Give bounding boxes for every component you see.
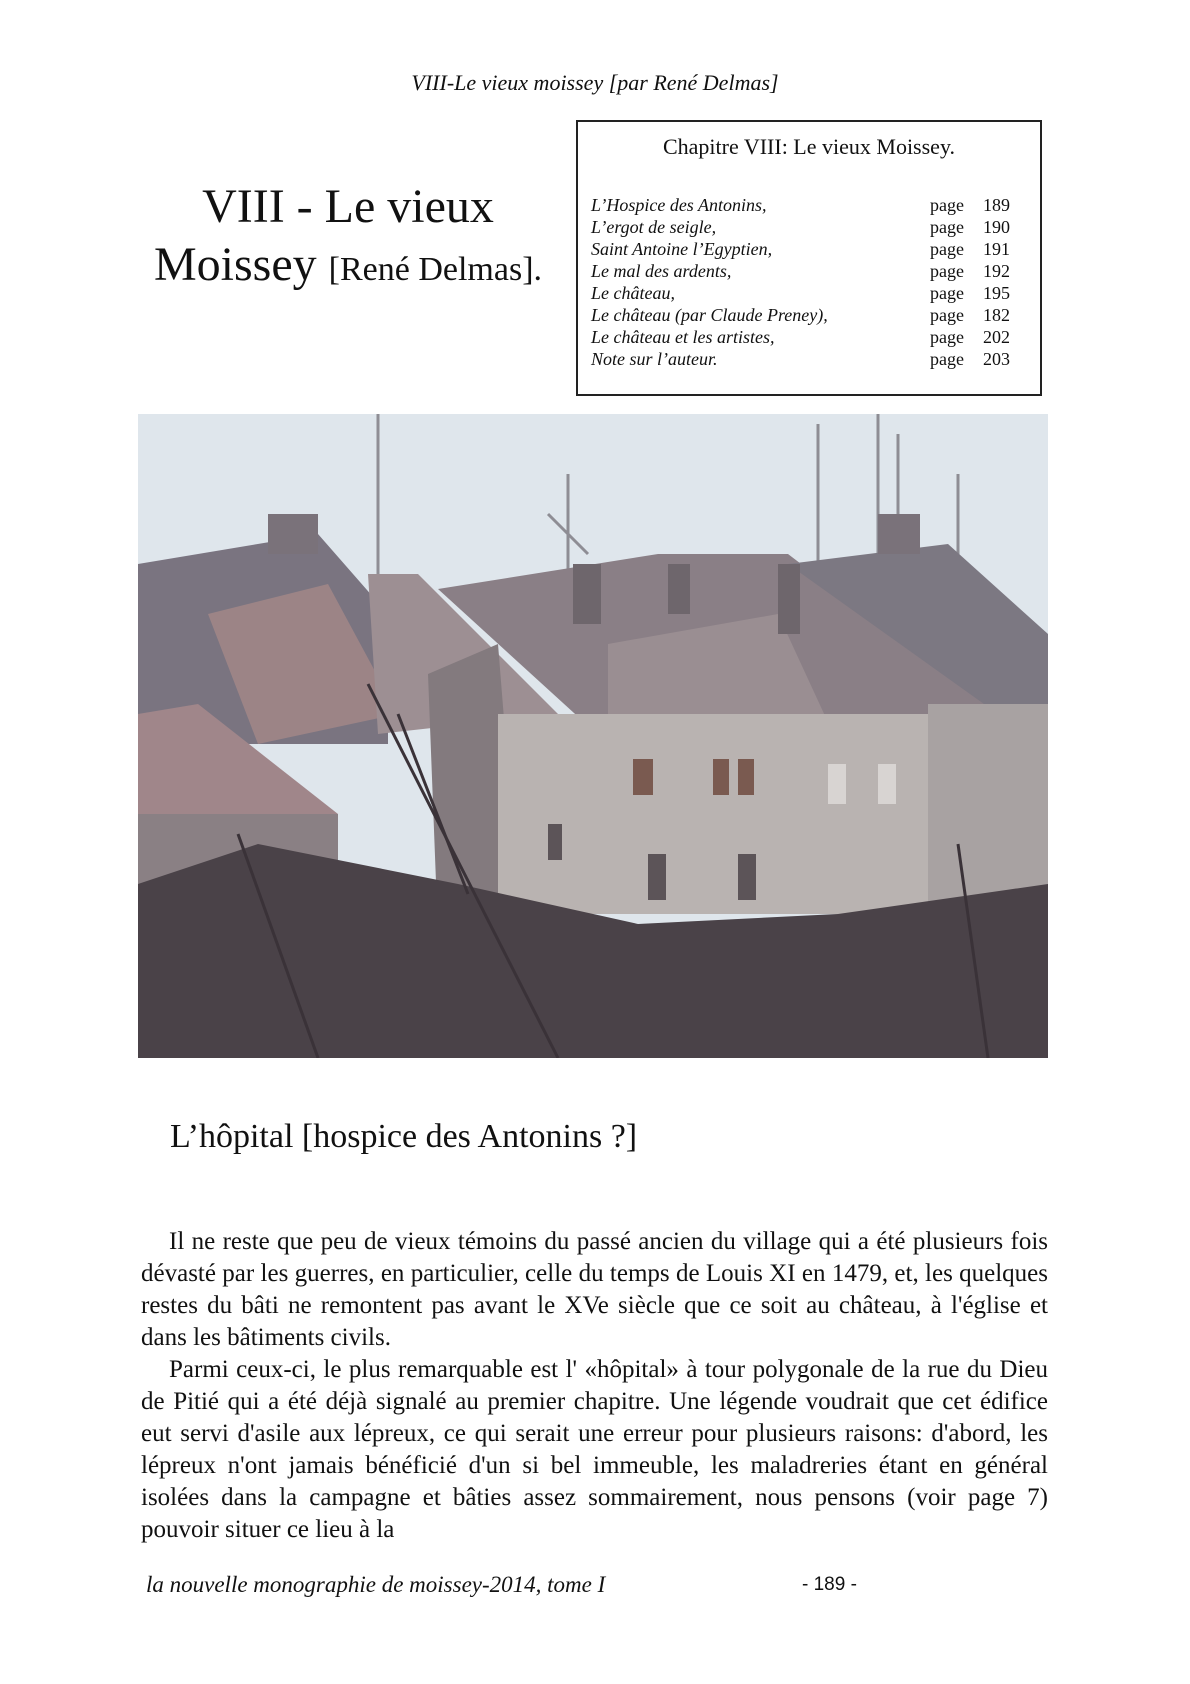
toc-page-word: page: [930, 217, 964, 237]
paragraph: Parmi ceux-ci, le plus remarquable est l' «hôpital» à tour polygonale de la rue du Dieu de Pitié qui a été déjà signalé au premier chapitre. Une légende voudrait que cet édifice eut servi d'asile aux lépreux, ce qui serait une erreur pour plusieurs raisons: d'abord, les lépreux n'ont jamais bénéficié d'un si bel immeuble, les maladreries étant en général isolées dans la campagne et bâties assez sommairement, nous pensons (voir page 7) pouvoir situer ce lieu à la: [141, 1356, 1048, 1543]
village-photo-drawing: [138, 414, 1048, 1058]
toc-page-word: page: [930, 305, 964, 325]
toc-page-number: 195: [983, 283, 1010, 303]
toc-item-label: L’ergot de seigle,: [591, 217, 717, 237]
toc-page-word: page: [930, 195, 964, 215]
toc-item-label: Saint Antoine l’Egyptien,: [591, 239, 773, 259]
toc-item-label: Le château et les artistes,: [591, 327, 775, 347]
toc-page-number: 192: [983, 261, 1010, 281]
toc-item-label: Le château (par Claude Preney),: [591, 305, 828, 325]
village-photo: [138, 414, 1048, 1058]
chapter-title-main: Moissey: [153, 238, 317, 291]
toc-item-label: Le mal des ardents,: [591, 261, 732, 281]
toc-page-word: page: [930, 261, 964, 281]
toc-page-number: 202: [983, 327, 1010, 347]
chapter-title: [138, 178, 558, 299]
toc-item: [591, 194, 1010, 216]
toc-page-word: page: [930, 327, 964, 347]
chapter-title-line1: VIII - Le vieux: [202, 180, 494, 233]
toc-item: [591, 326, 1010, 348]
toc-page-number: 189: [983, 195, 1010, 215]
toc-item: [591, 216, 1010, 238]
toc-page-number: 191: [983, 239, 1010, 259]
toc-list: [591, 194, 1010, 370]
toc-item: [591, 348, 1010, 370]
body-text: [141, 1226, 1048, 1546]
toc-item: [591, 238, 1010, 260]
toc-item-label: Le château,: [591, 283, 675, 303]
toc-item-label: Note sur l’auteur.: [591, 349, 718, 369]
toc-page-word: page: [930, 283, 964, 303]
toc-item: [591, 260, 1010, 282]
toc-page-number: 182: [983, 305, 1010, 325]
running-head: VIII-Le vieux moissey [par René Delmas]: [411, 70, 779, 95]
chapter-title-author: [René Delmas].: [328, 251, 543, 288]
toc-page-word: page: [930, 239, 964, 259]
toc-heading: Chapitre VIII: Le vieux Moissey.: [662, 134, 956, 159]
footer-page-number: - 189 -: [802, 1574, 857, 1595]
toc-item: [591, 304, 1010, 326]
table-of-contents: [576, 120, 1042, 396]
chapter-title-line2: [138, 236, 558, 299]
footer-book-title: la nouvelle monographie de moissey-2014, tome I: [146, 1572, 606, 1597]
toc-item: [591, 282, 1010, 304]
toc-page-number: 190: [983, 217, 1010, 237]
toc-page-number: 203: [983, 349, 1010, 369]
section-title: L’hôpital [hospice des Antonins ?]: [170, 1118, 638, 1155]
toc-page-word: page: [930, 349, 964, 369]
paragraph: Il ne reste que peu de vieux témoins du passé ancien du village qui a été plusieurs fois dévasté par les guerres, en particulier, celle du temps de Louis XI en 1479, et, les quelques restes du bâti ne remontent pas avant le XVe siècle que ce soit au château, à l'église et dans les bâtiments civils.: [141, 1228, 1048, 1351]
toc-item-label: L’Hospice des Antonins,: [591, 195, 767, 215]
